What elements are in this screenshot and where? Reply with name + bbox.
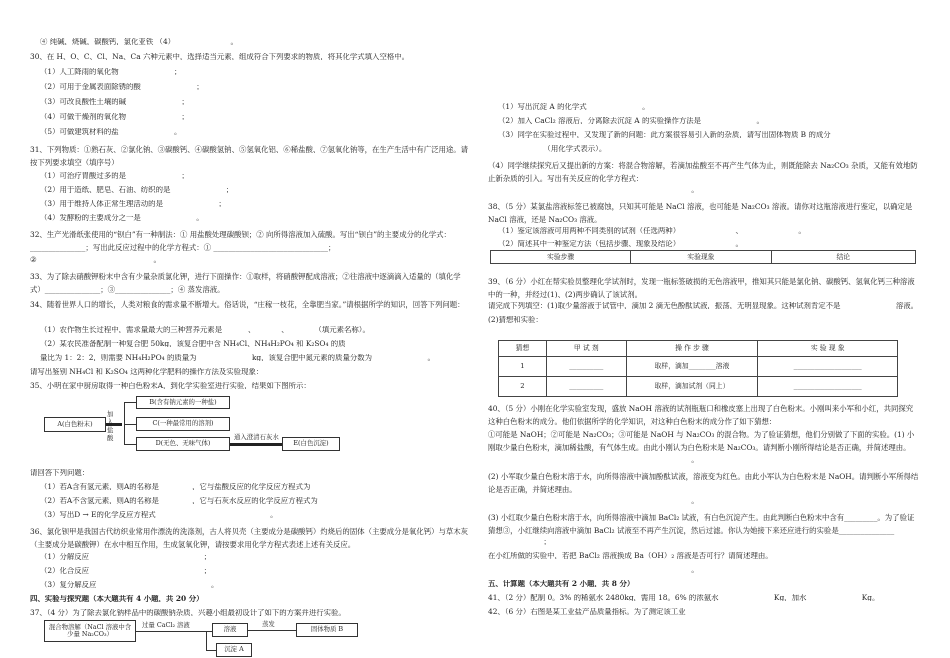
text-line: （1）人工降雨的氧化物_______________； bbox=[40, 68, 182, 76]
text-line: _______________________________________________________。 bbox=[488, 186, 699, 194]
flow-label-limewater: 通入澄清石灰水 bbox=[234, 433, 279, 441]
table-cell: 取样，滴加________溶液 bbox=[626, 357, 758, 377]
table-38 bbox=[490, 250, 916, 264]
flow-box-a: A(白色粉末) bbox=[44, 417, 106, 432]
table-38-header: 结论 bbox=[771, 251, 916, 264]
table-39-header: 实 验 现 象 bbox=[758, 341, 898, 357]
text-line: （1）分解反应_______________________________； bbox=[40, 553, 211, 561]
flow-arrow bbox=[124, 424, 136, 425]
text-line: 在小红所做的实验中，若把 BaCl₂ 溶液换成 Ba（OH）₂ 溶液是否可行？请简述理由。 bbox=[488, 552, 773, 560]
text-line: （2）某农民准备配制一种复合肥 50kg，该复合肥中含 NH₄Cl、NH₄H₂PO₄ 和 K₂SO₄ 的质 bbox=[40, 340, 346, 348]
question-37: 37、（4 分）为了除去氯化钠样品中的碳酸钠杂质，兴趣小组最初设计了如下的方案并进行实验。 bbox=[30, 609, 346, 617]
flow-box-solution: 溶液 bbox=[212, 623, 248, 637]
flow-label-reagent: 过量 CaCl₂ 溶液 bbox=[142, 621, 190, 629]
text-line: （2）可用于金属表面除锈的酸_______________； bbox=[40, 83, 204, 91]
question-40: 40、（5 分）小刚在化学实验室发现，盛放 NaOH 溶液的试剂瓶瓶口和橡皮塞上出现了白色粉末。小刚叫来小军和小红，共同探究这种白色粉末的成分。他们依据所学的化学知识，对这种白色粉末的成分作了如下猜想： bbox=[488, 404, 914, 426]
question-33: 33、为了除去硝酸钾粉末中含有少量杂质氯化钾，进行下面操作：①取样，将硝酸钾配成溶液；②往溶液中逐滴滴入适量的（填化学式）_______________；③_______________；④ 蒸发溶液。 bbox=[30, 272, 461, 294]
text-line: _______________________________________________________。 bbox=[488, 566, 699, 574]
text-line: _______________； bbox=[488, 538, 551, 546]
table-cell: __________ bbox=[546, 357, 626, 377]
table-cell: ____________________ bbox=[758, 357, 898, 377]
table-cell: __________ bbox=[546, 377, 626, 397]
text-line: （3）同学在实验过程中，又发现了新的问题：此方案很容易引入新的杂质，请写出固体物质 B 的成分 bbox=[498, 131, 831, 139]
question-34: 34、随着世界人口的增长，人类对粮食的需求量不断增大。俗话说，“庄稼一枝花，全靠肥当家。”请根据所学的知识，回答下列问题： bbox=[30, 300, 465, 309]
text-line: （1）若A含有氢元素，则A的名称是_________，它与盐酸反应的化学反应方程式为_______________________________ bbox=[40, 483, 425, 491]
table-39-header: 甲 试 剂 bbox=[546, 341, 626, 357]
flow-box-d: D(无色、无味气体) bbox=[136, 437, 230, 451]
text-line: ④ 纯碱，烧碱，碳酸钙，氯化亚铁 （4）_______________。 bbox=[40, 38, 238, 46]
question-32: 32、生产光滑纸张使用的“钡白”有一种制法：① 用盐酸处理碳酸钡；② 向所得溶液加入硫酸。写出“钡白”的主要成分的化学式：_______________；写出此反应过程中的化学方程式：① _______________________________； bbox=[30, 230, 451, 252]
text-line: (2)猜想和实验： bbox=[488, 316, 543, 324]
text-line: （4）同学继续探究后又提出新的方案：将混合物溶解，若滴加盐酸至不再产生气体为止，则既能除去 Na₂CO₃ 杂质，又能有效地防止新杂质的引入。写出有关反应的化学方程式： bbox=[488, 161, 918, 183]
text-line: （5）可做建筑材料的盐_______________。 bbox=[40, 128, 182, 136]
question-42: 42、（6 分）右图是某工业盐产品质量指标。为了测定该工业 bbox=[488, 608, 686, 616]
text-line: _______________________________________________________。 bbox=[488, 497, 699, 505]
question-30: 30、在 H、O、C、Cl、Na、Ca 六种元素中，选择适当元素，组成符合下列要求的物质，将其化学式填入空格中。 bbox=[30, 53, 410, 61]
text-line: (3) 小红取少量白色粉末溶于水，向所得溶液中滴加 BaCl₂ 试液，有白色沉淀产生。由此判断白色粉末中含有_________。为了验证猜想③，小红继续向溶液中滴加 BaCl₂ 试液至不再产生沉淀，然后过滤。你认为她接下来还应进行的实验是_______________ bbox=[488, 513, 915, 535]
table-row bbox=[499, 357, 898, 377]
table-39-header: 操 作 步 骤 bbox=[626, 341, 758, 357]
text-line: （4）发酵粉的主要成分之一是_______________。 bbox=[40, 214, 204, 222]
table-cell: 取样，滴加试剂（同上） bbox=[626, 377, 758, 397]
text-line: ② _______________________________。 bbox=[30, 256, 161, 264]
text-line: （2）用于造纸、肥皂、石油、纺织的是_______________； bbox=[40, 186, 234, 194]
flow-label-acid: 加入盐酸 bbox=[107, 410, 114, 442]
text-line: （4）可做干燥剂的氧化物_______________； bbox=[40, 113, 189, 121]
flow-box-solid-b: 固体物质 B bbox=[296, 623, 358, 637]
table-39-header: 猜想 bbox=[499, 341, 547, 357]
text-line: （3）复分解反应_______________________________。 bbox=[40, 581, 219, 589]
question-31: 31、下列物质：①熟石灰、②氯化钠、③碳酸钙、④碳酸氢钠、⑤氢氧化铝、⑥稀盐酸、⑦氢氧化钠等，在生产生活中有广泛用途。请按下列要求填空（填序号） bbox=[30, 145, 469, 167]
text-line: ①可能是 NaOH；②可能是 Na₂CO₃；③可能是 NaOH 与 Na₂CO₃ 的混合物。为了验证猜想，他们分别做了下面的实验。(1) 小刚取少量白色粉末，滴加稀盐酸，有气体生成。由此小刚认为白色粉末是 Na₂CO₃。请判断小刚所得结论是否正确，并简述理由。 bbox=[488, 430, 915, 452]
table-cell: ____________________ bbox=[758, 377, 898, 397]
section-heading-4: 四、实验与探究题（本大题共有 4 小题，共 20 分） bbox=[30, 595, 204, 603]
text-line: （3）可改良酸性土壤的碱_______________； bbox=[40, 98, 189, 106]
text-line: （2）若A不含氢元素，则A的名称是_________，它与石灰水反应的化学反应方程式为_______________________________ bbox=[40, 497, 433, 505]
table-38-header: 实验现象 bbox=[631, 251, 771, 264]
table-39 bbox=[498, 340, 898, 397]
question-38: 38、（5 分）某氯盐溶液标签已被腐蚀，只知其可能是 NaCl 溶液，也可能是 Na₂CO₃ 溶液。请你对这瓶溶液进行鉴定，以确定是 NaCl 溶液，还是 Na₂CO₃ 溶液。 bbox=[488, 202, 913, 224]
table-row bbox=[499, 377, 898, 397]
text-line: （3）用于维持人体正常生理活动的是_______________； bbox=[40, 200, 226, 208]
question-36: 36、氯化钡甲是我国古代纺织业常用作漂洗的洗涤剂，古人将贝壳（主要成分是碳酸钙）灼烧后的固体（主要成分是氧化钙）与草木灰（主要成分是碳酸钾）在水中相互作用，生成氢氧化钾，请按要求用化学方程式表述上述有关反应。 bbox=[30, 527, 469, 549]
text-line: （3）写出D → E的化学反应方程式_______________________________。 bbox=[40, 511, 278, 519]
text-line: （1）鉴定该溶液可用两种不同类别的试剂（任选两种）_______________、_______________。 bbox=[498, 227, 806, 235]
table-38-header: 实验步骤 bbox=[491, 251, 631, 264]
section-heading-5: 五、计算题（本大题共有 2 小题，共 8 分） bbox=[488, 580, 635, 588]
flow-branch-line bbox=[206, 631, 207, 650]
flow-arrow bbox=[206, 650, 216, 651]
table-cell: 2 bbox=[499, 377, 547, 397]
text-line: 请写出鉴别 NH₄Cl 和 K₂SO₄ 这两种化学肥料的操作方法及实验现象：_______________________________ bbox=[30, 368, 378, 376]
flow-box-mixture: 混合物溶解（NaCl 溶液中含少量 Na₂CO₃） bbox=[44, 620, 136, 642]
text-line: （1）写出沉淀 A 的化学式_______________。 bbox=[498, 103, 650, 111]
flow-branch-line bbox=[124, 402, 125, 444]
flow-box-c: C(一种最常用的溶剂) bbox=[136, 417, 230, 431]
flow-box-b: B(含有钠元素的一种盐) bbox=[136, 396, 230, 409]
question-41: 41、（2 分）配制 0。3% 的稀氨水 2480kg，需用 18。6% 的浓氨水_______________Kg，加水_______________Kg。 bbox=[488, 594, 880, 602]
flow-arrow bbox=[124, 444, 136, 445]
text-line: 量比为 1：2：2，则需要 NH₄H₂PO₄ 的质量为_______________kg，该复合肥中氮元素的质量分数为_______________。 bbox=[40, 354, 435, 362]
flow-label-evaporate: 蒸发 bbox=[262, 620, 275, 628]
flow-arrow bbox=[248, 630, 296, 631]
question-35: 35、小明在家中厨房取得一种白色粉末A，到化学实验室进行实验，结果如下图所示： bbox=[30, 382, 311, 390]
flow-arrow bbox=[136, 631, 212, 632]
text-line: 请完成下列填空：(1)取少量溶液于试管中，滴加 2 滴无色酚酞试液，振荡，无明显现象。这种试剂肯定不是_______________溶液。 bbox=[488, 302, 919, 310]
text-line: （1）农作物生长过程中，需求量最大的三种营养元素是_______、_______、_______（填元素名称）。 bbox=[40, 326, 370, 334]
flowchart-37 bbox=[44, 620, 374, 658]
text-line: （1）可治疗胃酸过多的是_______________； bbox=[40, 172, 189, 180]
table-cell: 1 bbox=[499, 357, 547, 377]
text-line: （2）化合反应_______________________________； bbox=[40, 567, 211, 575]
flow-box-e: E(白色沉淀) bbox=[282, 437, 340, 451]
flow-arrow bbox=[230, 443, 282, 446]
text-line: 请回答下列问题： bbox=[30, 469, 90, 477]
flow-box-precipitate-a: 沉淀 A bbox=[216, 643, 252, 657]
flowchart-35 bbox=[44, 398, 344, 468]
text-line: (2) 小军取少量白色粉末溶于水，向所得溶液中滴加酚酞试液，溶液变为红色。由此小军认为白色粉末是 NaOH。请判断小军所得结论是否正确，并简述理由。 bbox=[488, 472, 919, 494]
text-line: （2）加入 CaCl₂ 溶液后，分离除去沉淀 A 的实验操作方法是_______________。 bbox=[498, 117, 764, 125]
text-line: _______________________________________________________。 bbox=[488, 456, 699, 464]
text-line: （2）简述其中一种鉴定方法（包括步骤、现象及结论）_______________。 bbox=[498, 240, 743, 248]
flow-arrow bbox=[124, 402, 136, 403]
question-39: 39、（6 分）小红在帮实验员整理化学试剂时，发现一瓶标签破损的无色溶液甲，推知其只能是氯化钠、碳酸钙、氢氧化钙三种溶液中的一种，并经过(1)、(2)两步确认了该试剂。 bbox=[488, 277, 915, 299]
text-line: _______________（用化学式表示）。 bbox=[488, 145, 607, 153]
